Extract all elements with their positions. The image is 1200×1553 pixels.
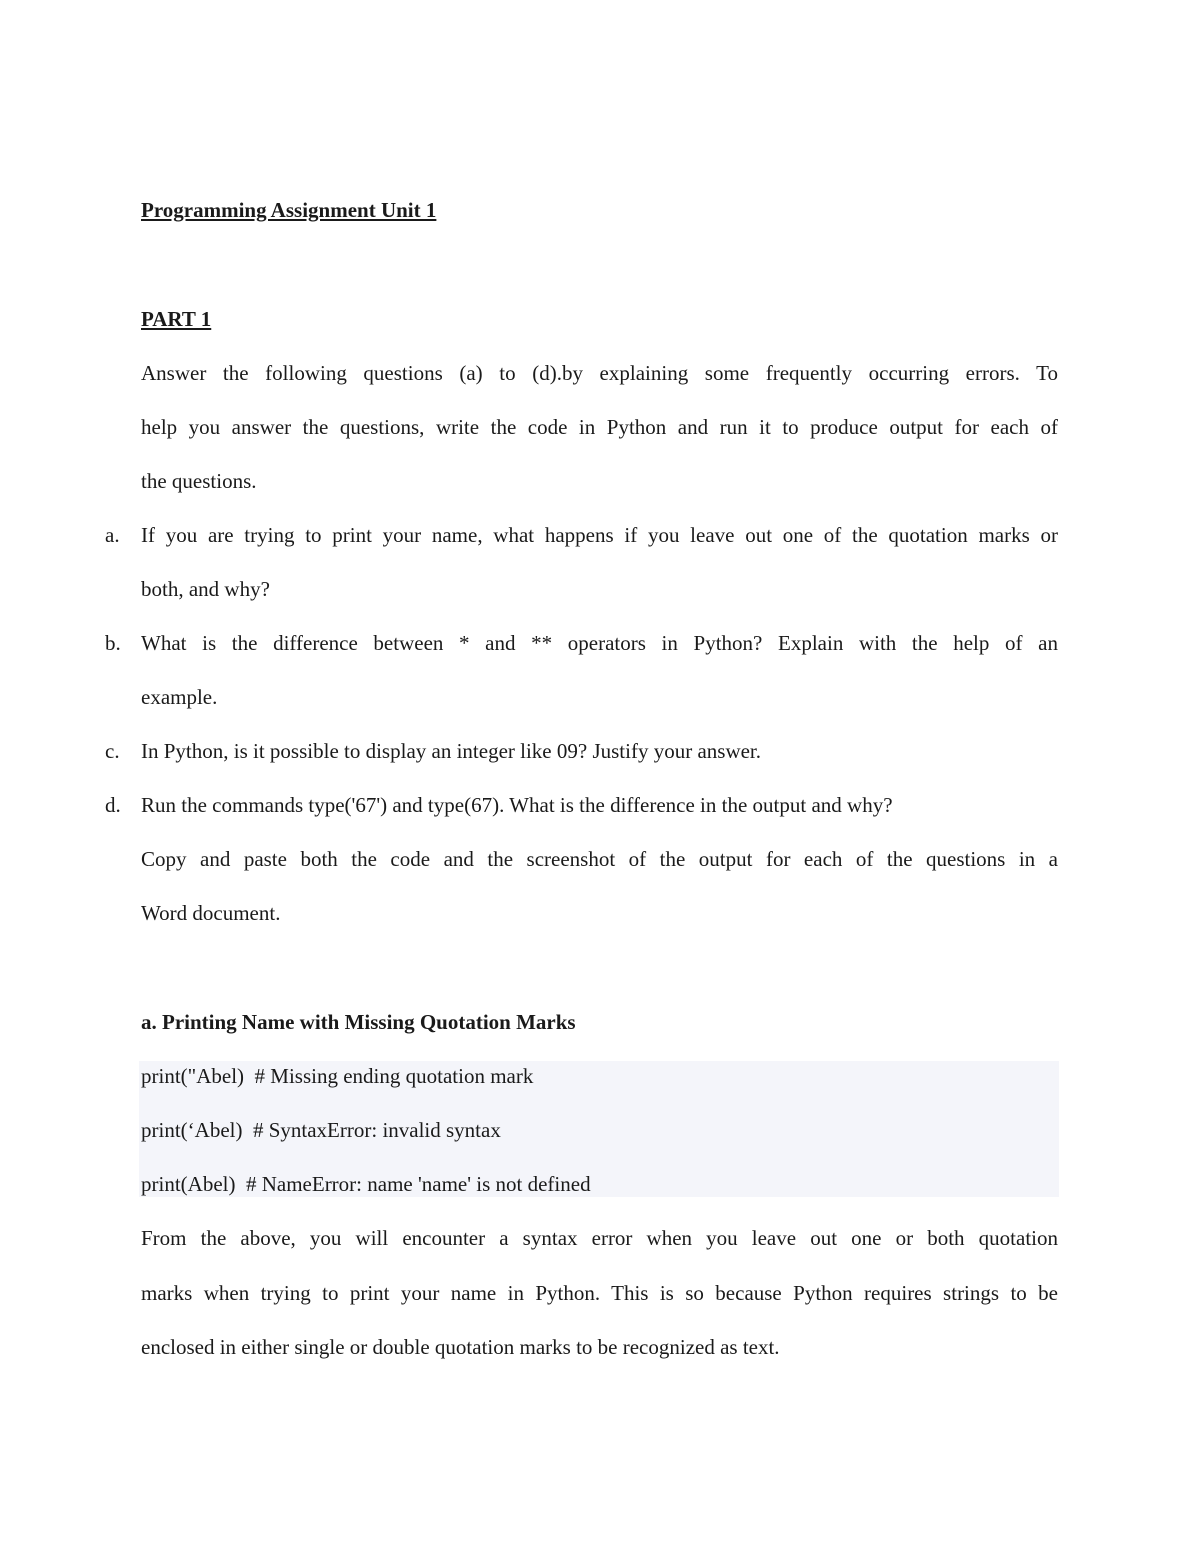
question-line: In Python, is it possible to display an integer like 09? Justify your answer. [141, 739, 762, 763]
explanation-line: From the above, you will encounter a syntax error when you leave out one or both quotation [141, 1226, 1058, 1250]
section-a-heading: a. Printing Name with Missing Quotation Marks [141, 1010, 576, 1034]
instruction-line: Word document. [141, 901, 281, 925]
part-heading: PART 1 [141, 307, 212, 331]
code-line: print(‘Abel) # SyntaxError: invalid syntax [141, 1118, 501, 1142]
question-line: Run the commands type('67') and type(67). What is the difference in the output and why? [141, 793, 893, 817]
explanation-line: enclosed in either single or double quotation marks to be recognized as text. [141, 1335, 780, 1359]
question-line: What is the difference between * and ** operators in Python? Explain with the help of an [141, 631, 1058, 655]
instruction-line: Copy and paste both the code and the screenshot of the output for each of the questions in a [141, 847, 1058, 871]
explanation-line: marks when trying to print your name in Python. This is so because Python requires strings to be [141, 1281, 1058, 1305]
intro-line: the questions. [141, 469, 257, 493]
question-marker: d. [105, 793, 121, 817]
document-title: Programming Assignment Unit 1 [141, 198, 437, 222]
question-marker: c. [105, 739, 120, 763]
question-line: If you are trying to print your name, what happens if you leave out one of the quotation marks or [141, 523, 1058, 547]
question-line: example. [141, 685, 218, 709]
question-marker: b. [105, 631, 121, 655]
question-marker: a. [105, 523, 120, 547]
code-line: print(Abel) # NameError: name 'name' is not defined [141, 1172, 591, 1196]
intro-line: Answer the following questions (a) to (d).by explaining some frequently occurring errors. To [141, 361, 1058, 385]
code-line: print("Abel) # Missing ending quotation mark [141, 1064, 534, 1088]
question-line: both, and why? [141, 577, 270, 601]
intro-line: help you answer the questions, write the code in Python and run it to produce output for each of [141, 415, 1058, 439]
